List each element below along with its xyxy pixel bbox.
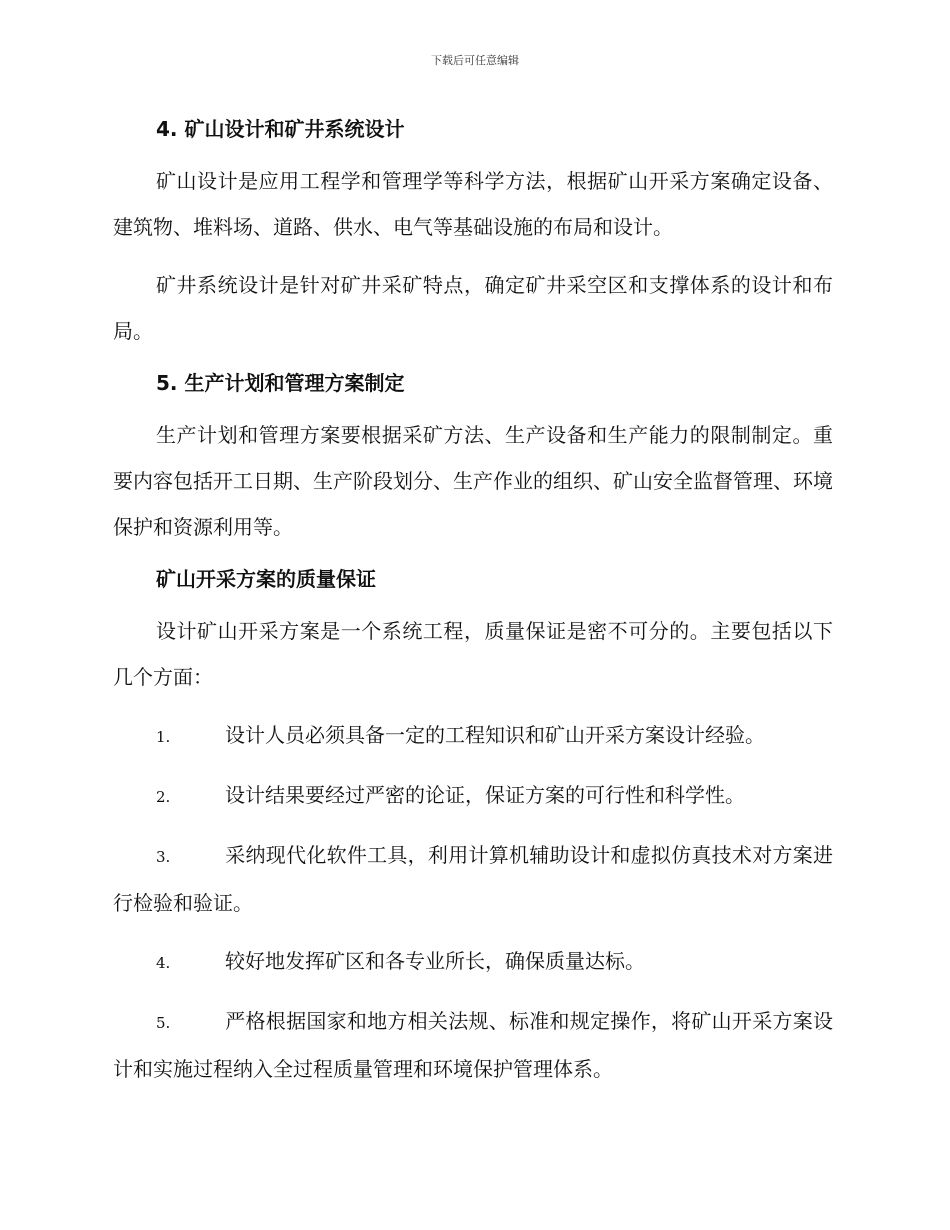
quality-assurance-paragraph: 设计矿山开采方案是一个系统工程，质量保证是密不可分的。主要包括以下几个方面： bbox=[113, 619, 833, 689]
section-5-paragraph-1: 生产计划和管理方案要根据采矿方法、生产设备和生产能力的限制制定。重要内容包括开工日期、生产阶段划分、生产作业的组织、矿山安全监督管理、环境保护和资源利用等。 bbox=[113, 423, 833, 539]
document-body bbox=[113, 112, 833, 1104]
list-text: 严格根据国家和地方相关法规、标准和规定操作，将矿山开采方案设计和实施过程纳入全过程质量管理和环境保护管理体系。 bbox=[113, 1009, 833, 1081]
list-item bbox=[113, 772, 833, 820]
list-item bbox=[113, 938, 833, 986]
page-header: 下载后可任意编辑 bbox=[431, 54, 519, 67]
section-4-paragraph-1: 矿山设计是应用工程学和管理学等科学方法，根据矿山开采方案确定设备、建筑物、堆料场、道路、供水、电气等基础设施的布局和设计。 bbox=[113, 169, 833, 239]
list-number: 2. bbox=[156, 788, 171, 806]
list-number: 4. bbox=[156, 954, 171, 972]
section-4-heading: 4. 矿山设计和矿井系统设计 bbox=[156, 117, 405, 141]
quality-assurance-heading: 矿山开采方案的质量保证 bbox=[156, 567, 376, 591]
list-item bbox=[113, 712, 833, 760]
list-number: 5. bbox=[156, 1014, 171, 1032]
list-text: 设计结果要经过严密的论证，保证方案的可行性和科学性。 bbox=[225, 783, 745, 807]
list-number: 1. bbox=[156, 728, 171, 746]
list-text: 较好地发挥矿区和各专业所长，确保质量达标。 bbox=[225, 949, 645, 973]
list-item bbox=[113, 832, 833, 926]
list-text: 采纳现代化软件工具，利用计算机辅助设计和虚拟仿真技术对方案进行检验和验证。 bbox=[113, 843, 833, 915]
list-number: 3. bbox=[156, 848, 171, 866]
section-4-paragraph-2: 矿井系统设计是针对矿井采矿特点，确定矿井采空区和支撑体系的设计和布局。 bbox=[113, 273, 833, 343]
list-text: 设计人员必须具备一定的工程知识和矿山开采方案设计经验。 bbox=[225, 723, 765, 747]
list-item bbox=[113, 998, 833, 1092]
section-5-heading: 5. 生产计划和管理方案制定 bbox=[156, 371, 405, 395]
